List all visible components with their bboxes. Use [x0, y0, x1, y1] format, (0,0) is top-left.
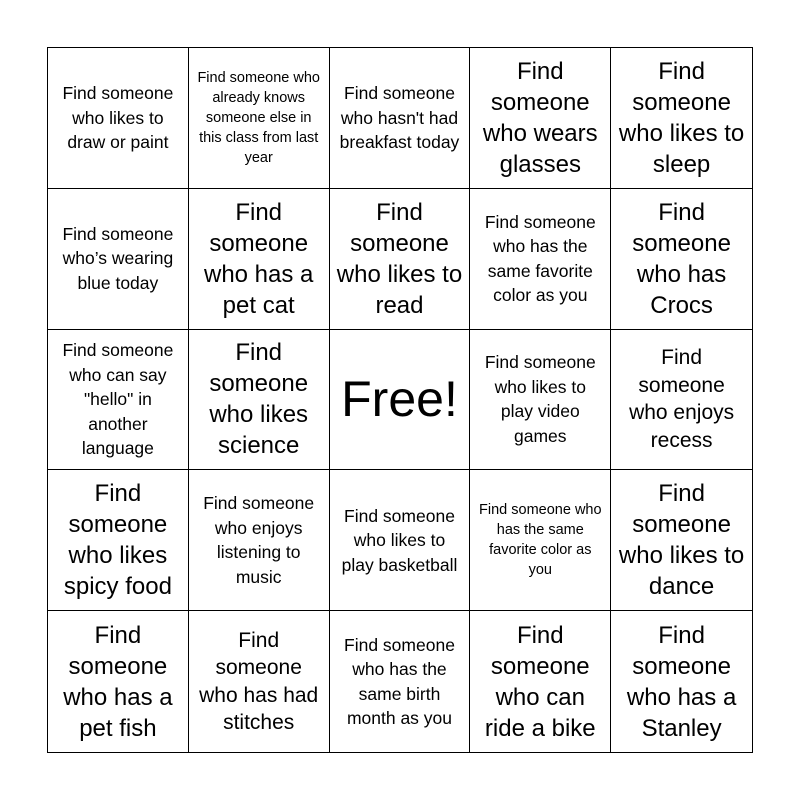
bingo-cell[interactable] [48, 189, 189, 330]
bingo-cell[interactable] [330, 48, 471, 189]
bingo-cell[interactable] [48, 330, 189, 471]
cell-text: Find someone who enjoys recess [629, 346, 735, 452]
cell-text: Find someone who has a pet cat [203, 198, 314, 319]
bingo-cell[interactable] [611, 470, 752, 611]
bingo-cell[interactable] [611, 189, 752, 330]
cell-text: Find someone who likes to play basketball [341, 505, 458, 575]
cell-text: Find someone who has a pet fish [63, 621, 173, 742]
bingo-cell[interactable] [189, 189, 330, 330]
bingo-cell[interactable] [189, 330, 330, 471]
bingo-cell[interactable] [189, 48, 330, 189]
cell-text: Find someone who likes to sleep [618, 57, 745, 178]
cell-text: Find someone who enjoys listening to music [203, 493, 315, 587]
cell-text: Find someone who wears glasses [482, 57, 598, 178]
cell-text: Find someone who can ride a bike [484, 621, 596, 742]
bingo-board [47, 47, 753, 753]
cell-text: Find someone who has the same birth month as you [344, 634, 455, 729]
cell-text: Find someone who likes spicy food [63, 480, 172, 601]
bingo-cell[interactable] [470, 330, 611, 471]
free-space-text: Free! [341, 371, 458, 428]
bingo-cell[interactable] [330, 189, 471, 330]
bingo-cell[interactable] [330, 470, 471, 611]
cell-text: Find someone who has a Stanley [626, 621, 737, 742]
bingo-cell[interactable] [470, 189, 611, 330]
cell-text: Find someone who likes to read [336, 198, 463, 319]
cell-text: Find someone who likes to dance [618, 480, 745, 601]
cell-text: Find someone who likes science [209, 339, 309, 460]
cell-text: Find someone who likes to draw or paint [62, 83, 174, 153]
cell-text: Find someone who hasn't had breakfast today [339, 83, 460, 153]
bingo-cell[interactable] [470, 470, 611, 611]
bingo-cell[interactable] [470, 48, 611, 189]
bingo-cell[interactable] [48, 611, 189, 752]
bingo-cell[interactable] [611, 611, 752, 752]
cell-text: Find someone who’s wearing blue today [62, 223, 174, 293]
bingo-cell[interactable] [48, 470, 189, 611]
cell-text: Find someone who has the same favorite color as you [479, 502, 602, 579]
cell-text: Find someone who has the same favorite color as you [484, 211, 596, 306]
cell-text: Find someone who can say "hello" in another language [62, 340, 174, 459]
bingo-cell[interactable] [611, 330, 752, 471]
bingo-cell[interactable] [189, 470, 330, 611]
cell-text: Find someone who already knows someone else in this class from last year [197, 69, 320, 166]
bingo-free-cell[interactable] [330, 330, 471, 471]
cell-text: Find someone who has had stitches [199, 628, 319, 735]
bingo-cell[interactable] [611, 48, 752, 189]
cell-text: Find someone who has Crocs [632, 198, 731, 319]
bingo-cell[interactable] [470, 611, 611, 752]
bingo-cell[interactable] [189, 611, 330, 752]
cell-text: Find someone who likes to play video games [484, 352, 596, 446]
bingo-cell[interactable] [48, 48, 189, 189]
bingo-cell[interactable] [330, 611, 471, 752]
